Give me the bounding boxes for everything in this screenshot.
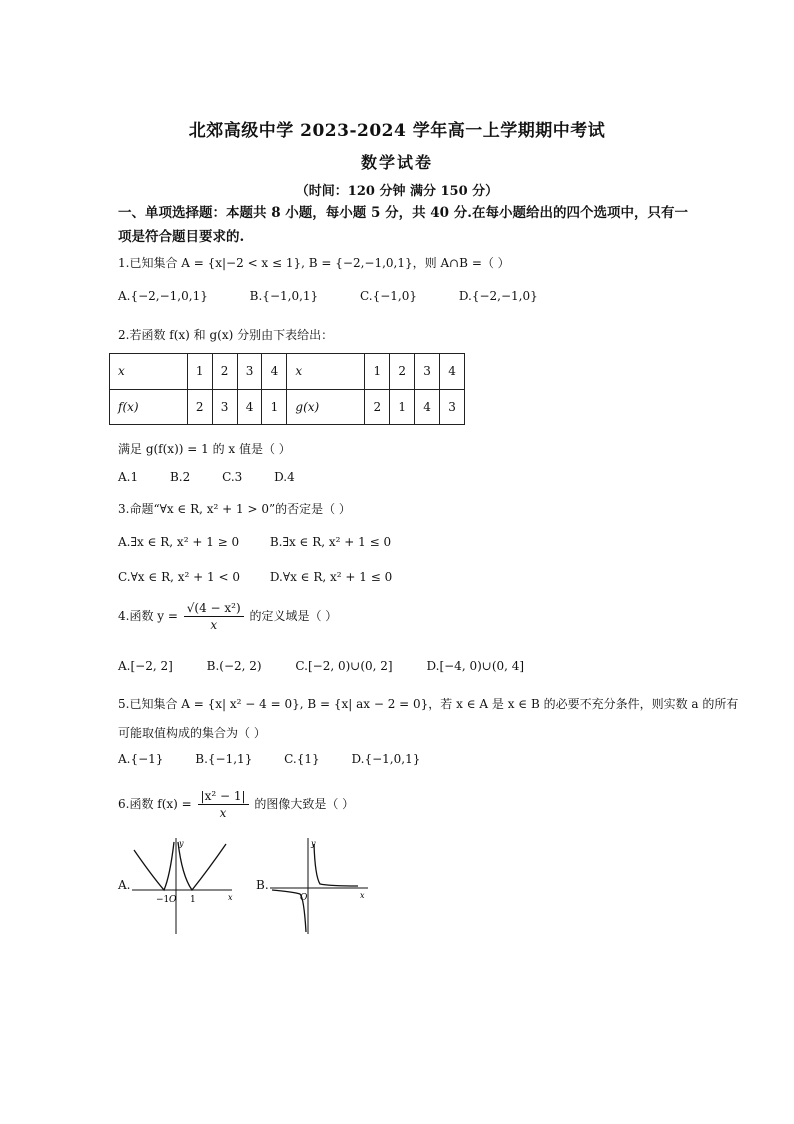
graph-b-y-label: y (311, 839, 316, 848)
graph-a-tick-1: 1 (190, 895, 196, 905)
q2-stem: 2.若函数 f(x) 和 g(x) 分别由下表给出： (118, 328, 334, 342)
q2-value-table (109, 353, 465, 425)
section-1-heading: 一、单项选择题：本题共 8 小题，每小题 5 分，共 40 分.在每小题给出的四个选项中，只有一项是符合题目要求的. (118, 205, 688, 245)
table-cell: 2 (187, 389, 212, 425)
table-cell: 1 (187, 354, 212, 390)
table-f-label: f(x) (110, 389, 188, 425)
q2-option-c: C.3 (222, 470, 243, 484)
q2-option-d: D.4 (274, 470, 295, 484)
graph-b (268, 836, 378, 936)
q1-option-b: B.{−1,0,1} (249, 289, 319, 303)
q1-option-d: D.{−2,−1,0} (458, 289, 538, 303)
q2-options (118, 470, 323, 484)
graph-a-y-label: y (179, 839, 184, 848)
table-cell: 4 (440, 354, 465, 390)
q3-option-a: A.∃x ∈ R, x² + 1 ≥ 0 (118, 535, 240, 549)
table-cell: 3 (415, 354, 440, 390)
q6-denominator: x (219, 806, 227, 820)
exam-subtitle: 数学试卷 (360, 153, 433, 172)
q4-option-c: C.[−2, 0)∪(0, 2] (295, 659, 393, 673)
graph-a-label: A. (118, 878, 131, 892)
exam-title: 北郊高级中学 2023-2024 学年高一上学期期中考试 (188, 121, 606, 141)
graph-b-label: B. (256, 878, 269, 892)
q4-stem (118, 600, 337, 633)
q6-stem-suffix: 的图像大致是（ ） (254, 797, 355, 811)
table-cell: 3 (237, 354, 262, 390)
table-x-label: x (110, 354, 188, 390)
table-g-label: g(x) (287, 389, 365, 425)
table-cell: 3 (212, 389, 237, 425)
q2-follow: 满足 g(f(x)) = 1 的 x 值是（ ） (118, 442, 291, 456)
q5-option-d: D.{−1,0,1} (351, 752, 421, 766)
q3-options-row1 (118, 535, 419, 549)
q5-stem-line1: 5.已知集合 A = {x| x² − 4 = 0}, B = {x| ax − 2 = 0}，若 x ∈ A 是 x ∈ B 的必要不充分条件，则实数 a 的所有 (118, 697, 739, 711)
table-row (110, 389, 465, 425)
table-cell: 2 (365, 389, 390, 425)
table-cell: 1 (390, 389, 415, 425)
table-cell: 2 (212, 354, 237, 390)
table-cell: 4 (262, 354, 287, 390)
q4-fraction (184, 600, 244, 633)
q3-stem: 3.命题“∀x ∈ R, x² + 1 > 0”的否定是（ ） (118, 502, 351, 516)
q1-options (118, 289, 576, 303)
q4-stem-prefix: 4.函数 y = (118, 609, 178, 623)
q4-options (118, 659, 552, 673)
table-cell: 4 (415, 389, 440, 425)
q6-stem (118, 788, 354, 821)
graph-b-right-curve (314, 844, 358, 886)
q4-stem-suffix: 的定义域是（ ） (249, 609, 338, 623)
table-cell: 1 (262, 389, 287, 425)
graph-a (130, 836, 240, 936)
exam-time-info: （时间：120 分钟 满分 150 分） (295, 184, 499, 199)
q3-option-c: C.∀x ∈ R, x² + 1 < 0 (118, 570, 240, 584)
table-cell: 1 (365, 354, 390, 390)
graph-a-origin: O (169, 895, 177, 905)
q4-numerator: √(4 − x²) (184, 600, 244, 617)
graph-b-origin: O (300, 893, 308, 903)
q5-stem-line2: 可能取值构成的集合为（ ） (118, 726, 266, 740)
q2-option-a: A.1 (118, 470, 139, 484)
q3-option-d: D.∀x ∈ R, x² + 1 ≤ 0 (269, 570, 393, 584)
q4-option-b: B.(−2, 2) (206, 659, 262, 673)
q6-numerator: |x² − 1| (198, 788, 249, 805)
q2-option-b: B.2 (169, 470, 191, 484)
q6-fraction (198, 788, 249, 821)
graph-a-right-curve (178, 842, 226, 890)
q3-option-b: B.∃x ∈ R, x² + 1 ≤ 0 (269, 535, 392, 549)
table-cell: 3 (440, 389, 465, 425)
graph-a-left-curve (134, 842, 174, 890)
q5-option-b: B.{−1,1} (195, 752, 253, 766)
q5-option-a: A.{−1} (118, 752, 164, 766)
table-row (110, 354, 465, 390)
table-cell: 2 (390, 354, 415, 390)
q6-stem-prefix: 6.函数 f(x) = (118, 797, 192, 811)
q5-options (118, 752, 448, 766)
q1-option-a: A.{−2,−1,0,1} (118, 289, 208, 303)
q1-option-c: C.{−1,0} (360, 289, 417, 303)
q1-stem: 1.已知集合 A = {x|−2 < x ≤ 1}, B = {−2,−1,0,1}，则 A∩B =（ ） (118, 256, 510, 270)
q4-option-a: A.[−2, 2] (118, 659, 173, 673)
q3-options-row2 (118, 570, 420, 584)
table-cell: 4 (237, 389, 262, 425)
graph-a-tick-neg1: −1 (156, 895, 170, 905)
q4-option-d: D.[−4, 0)∪(0, 4] (426, 659, 525, 673)
q4-denominator: x (210, 618, 218, 632)
q5-option-c: C.{1} (284, 752, 320, 766)
graph-a-x-label: x (228, 893, 233, 902)
table-x-label: x (287, 354, 365, 390)
graph-b-x-label: x (360, 891, 365, 900)
